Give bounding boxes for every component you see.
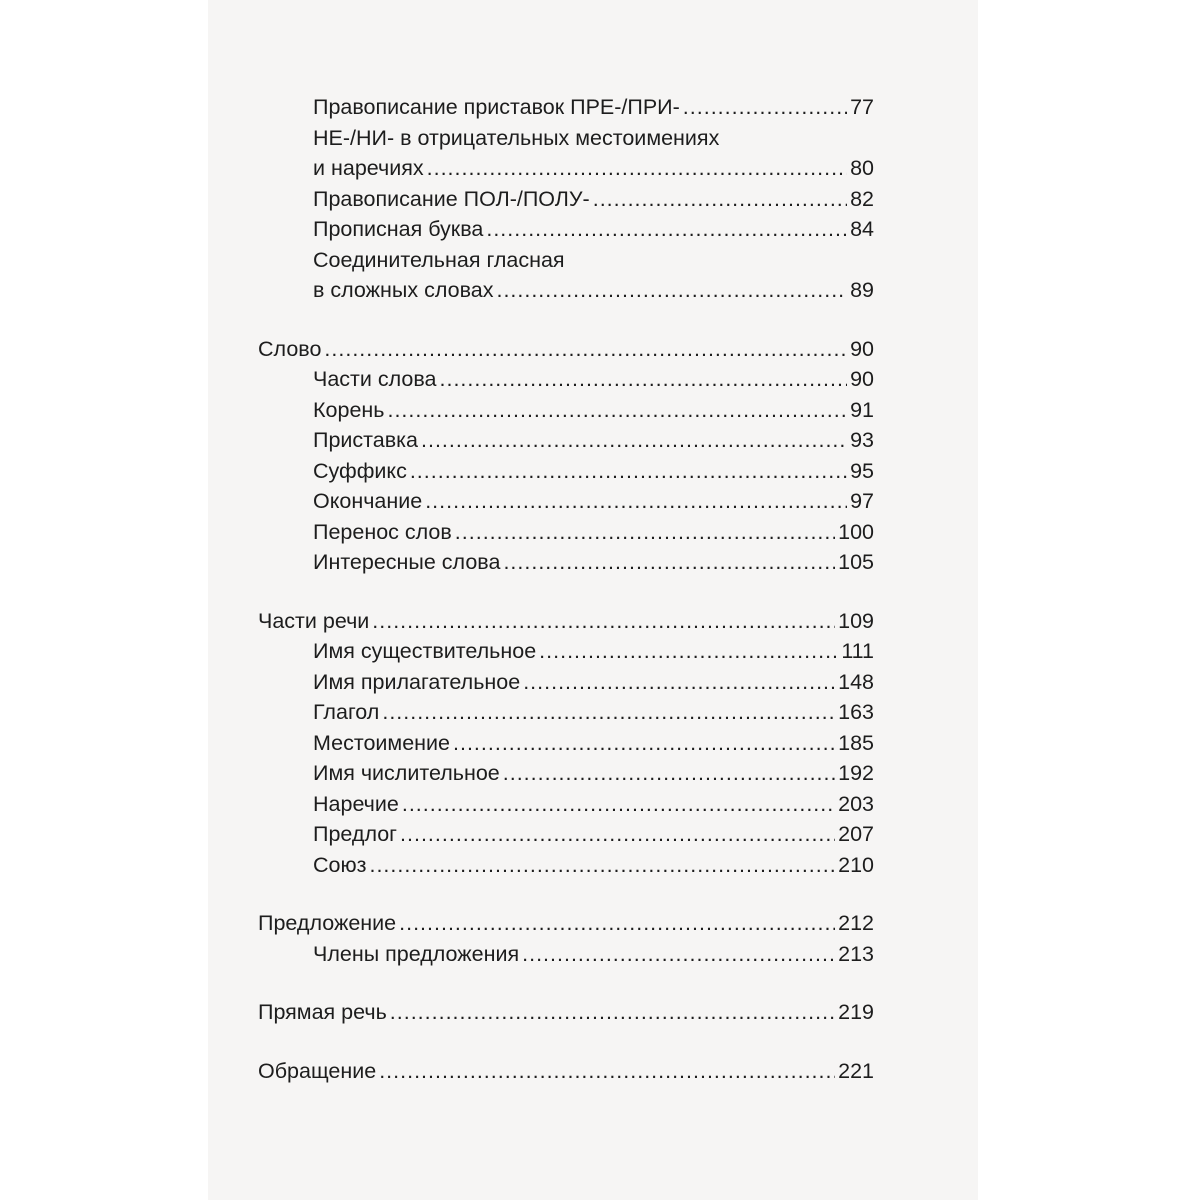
toc-entry	[258, 758, 874, 789]
toc-entry	[258, 667, 874, 698]
dot-leader	[683, 92, 847, 123]
dot-leader	[503, 547, 835, 578]
toc-entry-page: 148	[838, 669, 874, 694]
toc-entry	[258, 697, 874, 728]
dot-leader	[410, 456, 847, 487]
toc-entry-page: 77	[850, 95, 874, 119]
toc-entry	[258, 486, 874, 517]
toc-entry-page: 185	[838, 730, 874, 755]
toc-entry-page: 82	[850, 186, 874, 211]
toc-entry-page: 207	[838, 822, 874, 846]
toc-entry-title: Части слова	[313, 367, 437, 391]
toc-entry-title: Предложение	[258, 911, 397, 935]
toc-entry	[258, 184, 874, 215]
dot-leader	[425, 486, 847, 517]
toc-entry-title: НЕ-/НИ- в отрицательных местоимениях	[313, 125, 720, 150]
toc-entry-title: Интересные слова	[313, 550, 501, 574]
toc-entry-title: Суффикс	[313, 458, 407, 483]
toc-entry-page: 212	[838, 911, 874, 935]
toc-entry-title: Союз	[313, 852, 367, 877]
toc-entry-page: 105	[838, 550, 874, 574]
toc-entry-page: 213	[838, 941, 874, 966]
toc-entry-title: в сложных словах	[313, 278, 494, 302]
toc-entry-page: 109	[838, 608, 874, 633]
toc-entry-title: Местоимение	[313, 730, 451, 755]
toc-entry-title: Наречие	[313, 791, 399, 816]
toc-entry-page: 91	[850, 397, 874, 422]
toc-entry	[258, 395, 874, 426]
toc-entry-page: 80	[850, 156, 874, 180]
toc-entry	[258, 819, 874, 850]
dot-leader	[593, 184, 847, 215]
toc-entry	[258, 728, 874, 759]
toc-entry	[258, 939, 874, 970]
toc-entry	[258, 425, 874, 456]
toc-entry	[258, 123, 874, 154]
toc-entry-page: 89	[850, 278, 874, 302]
toc-entry-title: Правописание приставок ПРЕ-/ПРИ-	[313, 95, 680, 119]
toc-section	[258, 997, 874, 1028]
dot-leader	[387, 395, 847, 426]
toc-entry	[258, 92, 874, 123]
toc-entry-title: Правописание ПОЛ-/ПОЛУ-	[313, 186, 590, 211]
toc-entry-title: Окончание	[313, 489, 423, 513]
toc-section	[258, 1056, 874, 1087]
toc-entry-page: 93	[850, 428, 874, 452]
toc-section	[258, 334, 874, 365]
dot-leader	[372, 606, 835, 637]
dot-leader	[324, 334, 847, 365]
dot-leader	[486, 214, 847, 245]
toc-entry-page: 163	[838, 700, 874, 724]
toc-entry-title: Соединительная гласная	[313, 247, 565, 272]
toc-entry	[258, 214, 874, 245]
toc-entry	[258, 245, 874, 276]
toc-entry-title: Глагол	[313, 700, 380, 724]
toc-entry-page: 221	[838, 1058, 874, 1083]
toc-entry-title: Имя числительное	[313, 761, 500, 785]
toc-entry-page: 203	[838, 791, 874, 816]
toc-entry	[258, 153, 874, 184]
toc-entry-title: Обращение	[258, 1058, 377, 1083]
dot-leader	[453, 728, 835, 759]
dot-leader	[522, 939, 835, 970]
toc-entry-page: 97	[850, 489, 874, 513]
table-of-contents	[258, 92, 874, 1086]
toc-entry-title: Члены предложения	[313, 941, 520, 966]
dot-leader	[427, 153, 847, 184]
toc-entry-page: 210	[838, 852, 874, 877]
toc-entry	[258, 850, 874, 881]
toc-entry-title: Приставка	[313, 428, 418, 452]
toc-entry-page: 95	[850, 458, 874, 483]
dot-leader	[523, 667, 835, 698]
dot-leader	[399, 908, 835, 939]
toc-entry-title: Прописная буква	[313, 217, 484, 241]
dot-leader	[455, 517, 835, 548]
dot-leader	[496, 275, 847, 306]
toc-entry-page: 111	[841, 639, 874, 663]
toc-entry-title: Имя существительное	[313, 639, 537, 663]
toc-entry-page: 90	[850, 367, 874, 391]
toc-entry-page: 84	[850, 217, 874, 241]
dot-leader	[379, 1056, 835, 1087]
toc-entry-title: Части речи	[258, 608, 370, 633]
dot-leader	[400, 819, 835, 850]
toc-entry	[258, 517, 874, 548]
dot-leader	[382, 697, 835, 728]
toc-entry	[258, 456, 874, 487]
toc-entry-title: Перенос слов	[313, 519, 452, 544]
dot-leader	[539, 636, 838, 667]
dot-leader	[503, 758, 835, 789]
toc-section	[258, 606, 874, 637]
toc-entry-title: Прямая речь	[258, 1000, 387, 1024]
dot-leader	[369, 850, 835, 881]
toc-entry	[258, 364, 874, 395]
toc-entry-page: 219	[838, 1000, 874, 1024]
toc-entry-title: и наречиях	[313, 156, 424, 180]
toc-entry-page: 100	[838, 519, 874, 544]
toc-entry-title: Имя прилагательное	[313, 669, 521, 694]
toc-section	[258, 908, 874, 939]
toc-entry	[258, 636, 874, 667]
toc-entry	[258, 547, 874, 578]
dot-leader	[402, 789, 835, 820]
toc-entry-title: Предлог	[313, 822, 398, 846]
dot-leader	[440, 364, 848, 395]
toc-entry-page: 192	[838, 761, 874, 785]
toc-entry	[258, 789, 874, 820]
dot-leader	[421, 425, 847, 456]
toc-entry	[258, 275, 874, 306]
dot-leader	[390, 997, 835, 1028]
toc-entry-title: Корень	[313, 397, 385, 422]
toc-entry-title: Слово	[258, 336, 322, 361]
toc-entry-page: 90	[850, 336, 874, 361]
